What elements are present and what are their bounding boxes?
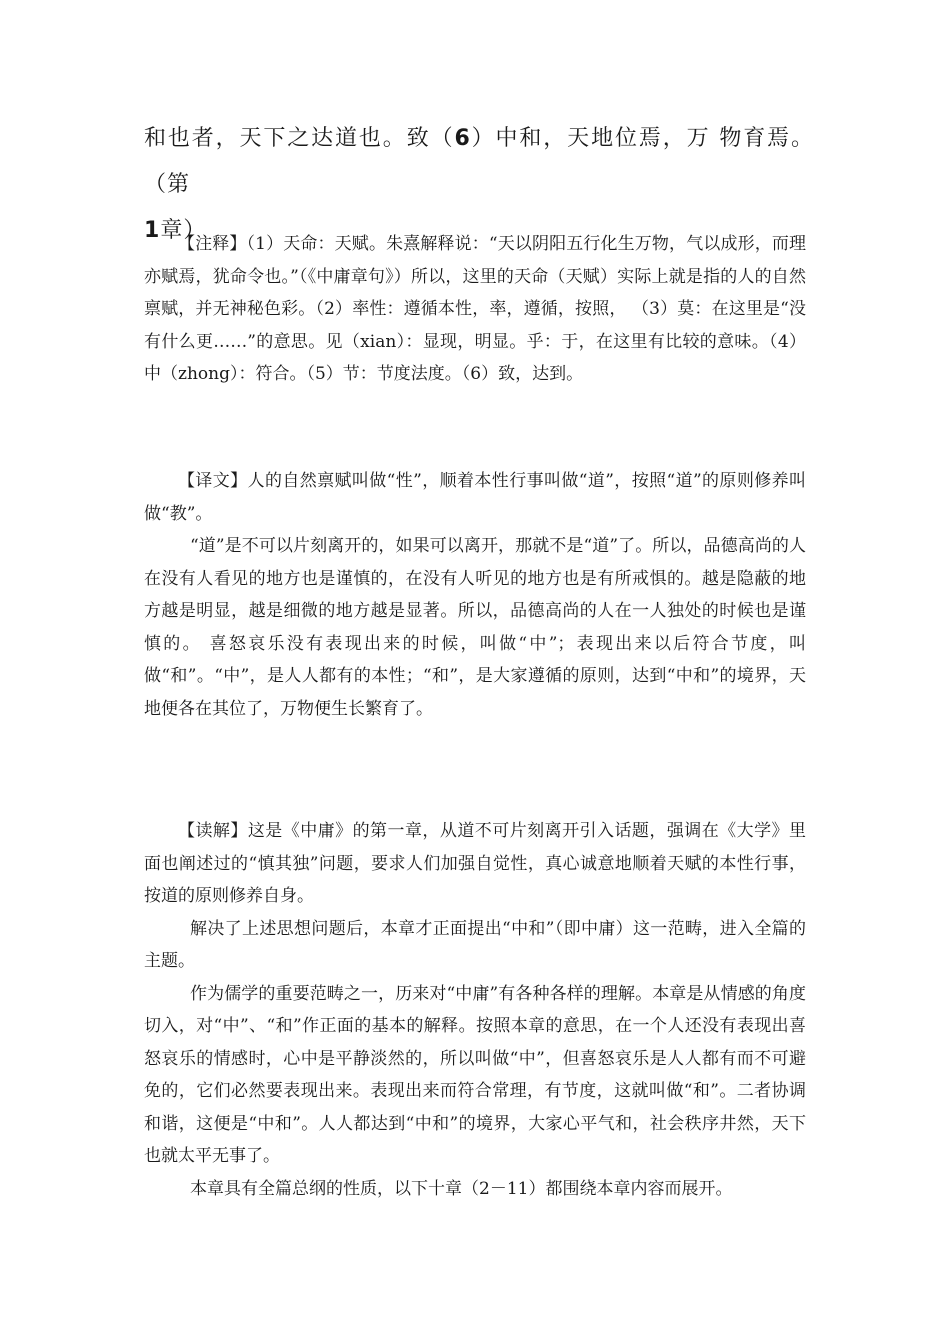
translation-paragraph-1: 人的自然禀赋叫做“性”，顺着本性行事叫做“道”，按照“道”的原则修养叫做“教”。 xyxy=(144,471,806,524)
reading-section xyxy=(144,815,806,1205)
reading-label: 【读解】 xyxy=(178,821,248,841)
reading-paragraph-1: 这是《中庸》的第一章，从道不可片刻离开引入话题，强调在《大学》里面也阐述过的“慎其独”问题，要求人们加强自觉性，真心诚意地顺着天赋的本性行事，按道的原则修养自身。 xyxy=(144,821,807,906)
reading-paragraph-2: 解决了上述思想问题后，本章才正面提出“中和”（即中庸）这一范畴，进入全篇的主题。 xyxy=(144,918,806,971)
intro-number-6: 6 xyxy=(454,126,471,151)
notes-section xyxy=(144,228,806,391)
translation-section xyxy=(144,465,806,725)
notes-text: （1）天命：天赋。朱熹解释说：“天以阴阳五行化生万物，气以成形，而理亦赋焉，犹命令也。”（《中庸章句》）所以，这里的天命（天赋）实际上就是指的人的自然禀赋，并无神秘色彩。（2）率性：遵循本性，率，遵循，按照， （3）莫：在这里是“没有什么更……”的意思。见（xian）：显现，明显。乎：于，在这里有比较的意味。（4）中（zhong）：符合。（5）节：节度法度。（6）致，达到。 xyxy=(144,234,806,384)
intro-text-c: 章） xyxy=(160,218,207,243)
translation-paragraph-2: “道”是不可以片刻离开的，如果可以离开，那就不是“道”了。所以，品德高尚的人在没有人看见的地方也是谨慎的，在没有人听见的地方也是有所戒惧的。越是隐蔽的地方越是明显，越是细微的地方越是显著。所以，品德高尚的人在一人独处的时候也是谨慎的。 喜怒哀乐没有表现出来的时候，叫做“中”；表现出来以后符合节度，叫做“和”。“中”，是人人都有的本性；“和”，是大家遵循的原则，达到“中和”的境界，天地便各在其位了，万物便生长繁育了。 xyxy=(144,536,806,719)
intro-text-b: ）中和，天地位焉，万 物育焉。（第 xyxy=(144,126,814,197)
intro-number-1: 1 xyxy=(144,218,161,243)
notes-label: 【注释】 xyxy=(178,234,247,254)
reading-paragraph-4: 本章具有全篇总纲的性质，以下十章（2－11）都围绕本章内容而展开。 xyxy=(190,1178,733,1199)
reading-paragraph-3: 作为儒学的重要范畴之一，历来对“中庸”有各种各样的理解。本章是从情感的角度切入，对“中”、“和”作正面的基本的解释。按照本章的意思，在一个人还没有表现出喜怒哀乐的情感时，心中是平静淡然的，所以叫做“中”，但喜怒哀乐是人人都有而不可避免的，它们必然要表现出来。表现出来而符合常理，有节度，这就叫做“和”。二者协调和谐，这便是“中和”。人人都达到“中和”的境界，大家心平气和，社会秩序井然，天下也就太平无事了。 xyxy=(144,983,806,1166)
translation-label: 【译文】 xyxy=(178,471,248,491)
intro-text-a: 和也者，天下之达道也。致（ xyxy=(144,126,455,151)
